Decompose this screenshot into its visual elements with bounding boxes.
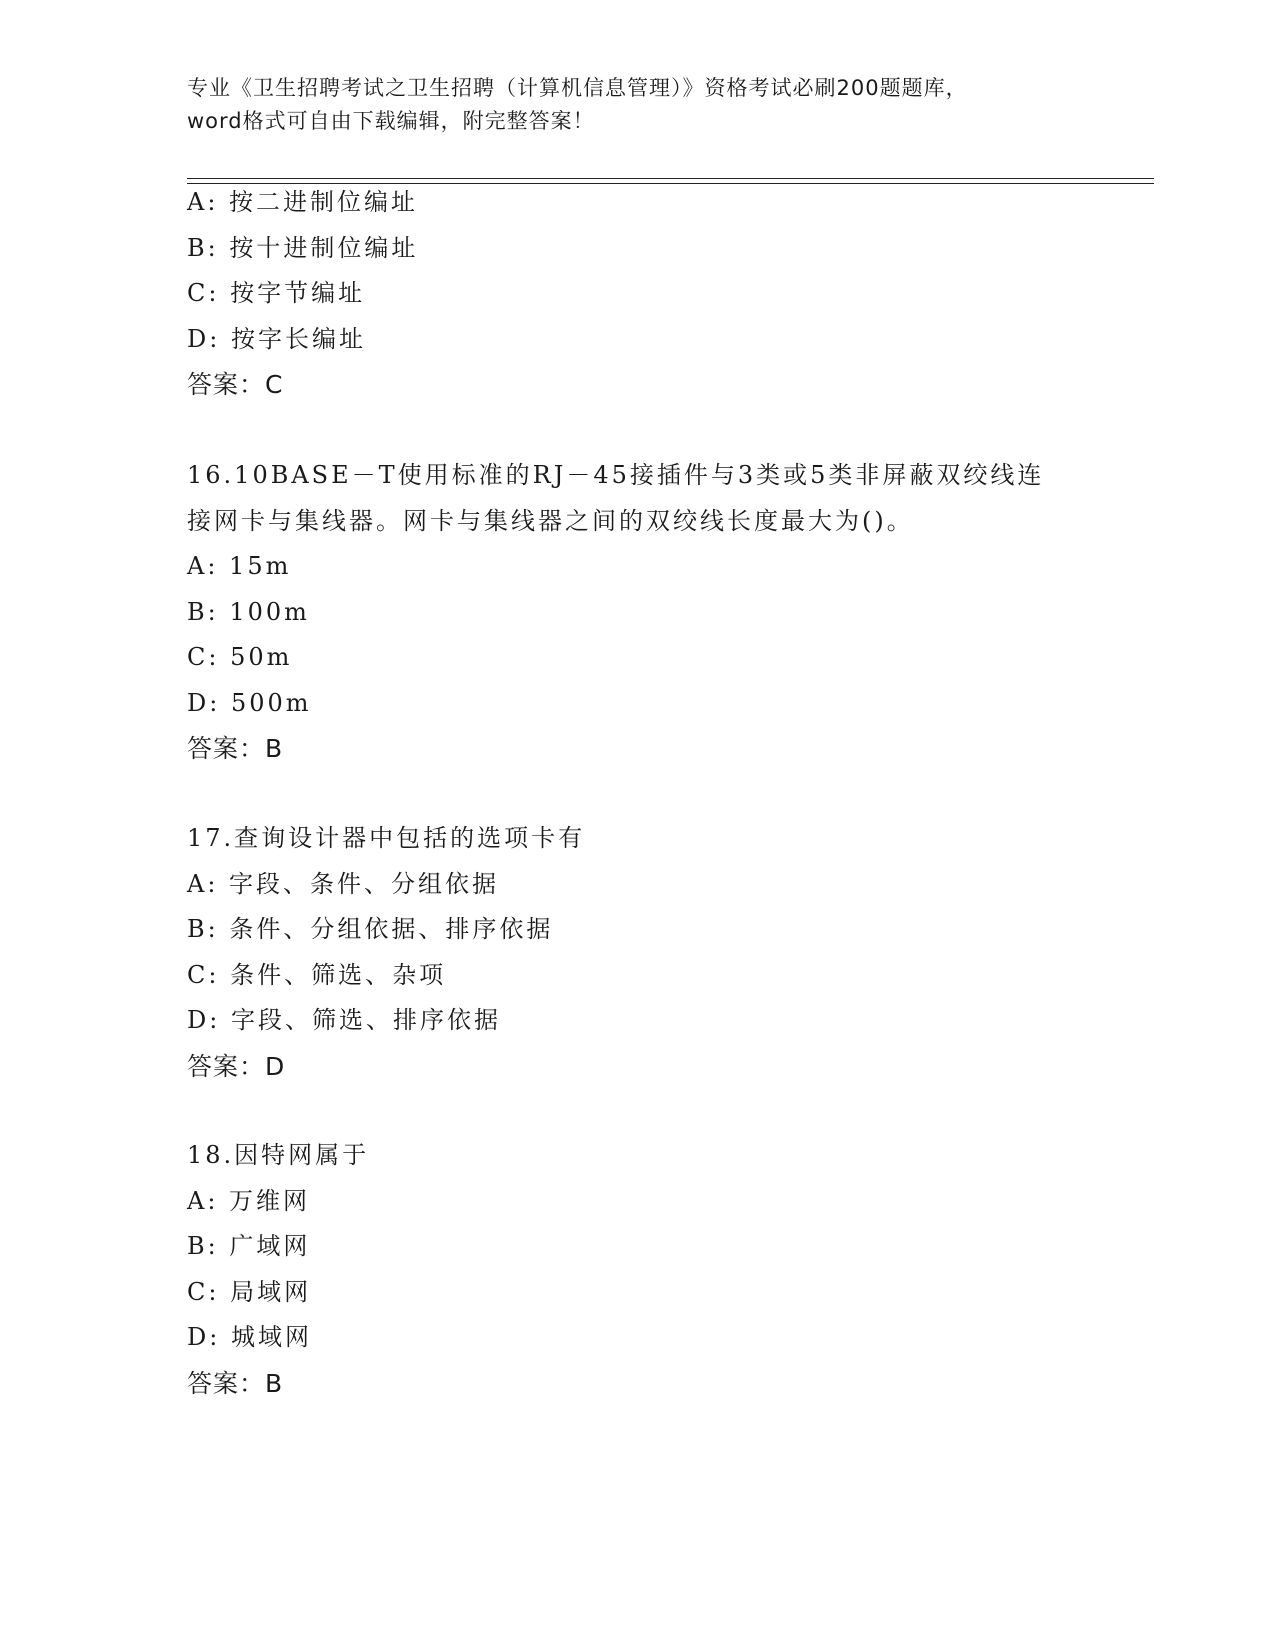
option-b: B: 广域网 <box>187 1232 311 1260</box>
question-stem-line-1: 17.查询设计器中包括的选项卡有 <box>187 824 586 852</box>
answer-line: 答案：D <box>187 1051 286 1081</box>
option-d: D: 500m <box>187 688 312 717</box>
option-a: A: 15m <box>187 552 292 580</box>
header-divider-top <box>187 178 1154 179</box>
question-block-15 <box>187 180 1107 408</box>
header-line-2: word格式可自由下载编辑，附完整答案！ <box>187 109 595 133</box>
question-stem-line-1: 16.10BASE－T使用标准的RJ－45接插件与3类或5类非屏蔽双绞线连 <box>187 461 1045 489</box>
option-c: C: 50m <box>187 643 293 671</box>
option-a: A: 字段、条件、分组依据 <box>187 869 500 898</box>
option-b: B: 条件、分组依据、排序依据 <box>187 915 554 943</box>
answer-line: 答案：C <box>187 370 284 399</box>
option-c: C: 按字节编址 <box>187 279 366 307</box>
question-block-18 <box>187 1133 1107 1406</box>
option-d: D: 城域网 <box>187 1323 312 1351</box>
option-d: D: 字段、筛选、排序依据 <box>187 1006 501 1034</box>
document-header <box>187 72 1087 138</box>
option-d: D: 按字长编址 <box>187 324 366 353</box>
option-c: C: 条件、筛选、杂项 <box>187 960 447 989</box>
question-stem-line-2: 接网卡与集线器。网卡与集线器之间的双绞线长度最大为()。 <box>187 506 914 535</box>
option-b: B: 按十进制位编址 <box>187 233 419 262</box>
option-a: A: 万维网 <box>187 1186 311 1215</box>
answer-line: 答案：B <box>187 734 284 763</box>
option-a: A: 按二进制位编址 <box>187 188 419 216</box>
header-line-1: 专业《卫生招聘考试之卫生招聘（计算机信息管理）》资格考试必刷200题题库， <box>187 76 968 100</box>
option-c: C: 局域网 <box>187 1277 312 1306</box>
answer-line: 答案：B <box>187 1368 284 1398</box>
question-stem-line-1: 18.因特网属于 <box>187 1141 370 1169</box>
question-block-16 <box>187 453 1107 772</box>
question-block-17 <box>187 816 1107 1089</box>
option-b: B: 100m <box>187 597 310 626</box>
